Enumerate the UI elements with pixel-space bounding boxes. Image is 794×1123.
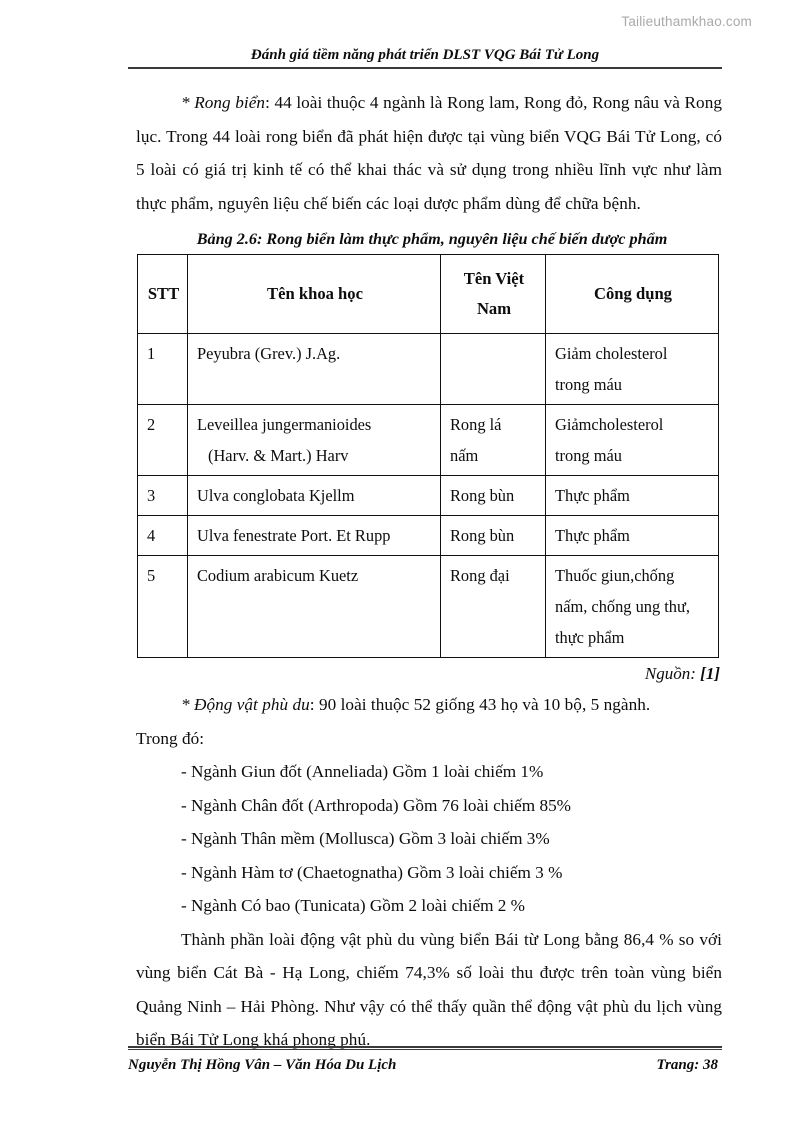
cell-scientific-name xyxy=(188,405,441,476)
cell-scientific-name xyxy=(188,334,441,405)
vn-line1: Rong lá xyxy=(450,415,502,434)
table-row xyxy=(138,405,719,476)
cell-use xyxy=(546,334,719,405)
table-row xyxy=(138,476,719,516)
paragraph-conclusion: Thành phần loài động vật phù du vùng biển Bái từ Long bằng 86,4 % so với vùng biển Cát Bà - Hạ Long, chiếm 74,3% số loài thu được trên toàn vùng biển Quảng Ninh – Hải Phòng. Như vậy có thể thấy quần thể động vật phù du lịch vùng biển Bái Tử Long khá phong phú. xyxy=(136,929,722,1049)
seaweed-label: * Rong biển xyxy=(181,93,266,112)
seaweed-table xyxy=(137,254,719,658)
use-line2: nấm, chống ung thư, xyxy=(555,597,690,616)
table-caption: Bảng 2.6: Rong biển làm thực phẩm, nguyên liệu chế biến dược phẩm xyxy=(196,230,668,248)
running-footer xyxy=(128,1046,722,1076)
column-header-stt: STT xyxy=(138,255,188,334)
list-item: - Ngành Thân mềm (Mollusca) Gồm 3 loài chiếm 3% xyxy=(181,829,550,848)
cell-vietnamese-name: Rong bùn xyxy=(441,516,546,556)
table-header-row xyxy=(138,255,719,334)
source-label: Nguồn: xyxy=(644,664,696,683)
use-line2: trong máu xyxy=(555,446,622,465)
cell-vietnamese-name: Rong bùn xyxy=(441,476,546,516)
zooplankton-label: * Động vật phù du xyxy=(181,695,310,714)
phylum-list xyxy=(136,755,722,923)
cell-use: Thực phẩm xyxy=(546,516,719,556)
use-line3: thực phẩm xyxy=(555,628,625,647)
cell-vietnamese-name: Rong đại xyxy=(441,556,546,658)
sci-line2: (Harv. & Mart.) Harv xyxy=(208,446,349,465)
footer-row xyxy=(128,1055,722,1075)
cell-stt: 5 xyxy=(138,556,188,658)
vn-header-line2: Nam xyxy=(476,299,512,318)
use-line1: Giảmcholesterol xyxy=(555,415,664,434)
cell-scientific-name: Ulva conglobata Kjellm xyxy=(188,476,441,516)
table-row xyxy=(138,556,719,658)
list-item: - Ngành Có bao (Tunicata) Gồm 2 loài chiếm 2 % xyxy=(181,896,526,915)
cell-scientific-name: Codium arabicum Kuetz xyxy=(188,556,441,658)
header-title: Đánh giá tiềm năng phát triển DLST VQG Bái Tử Long xyxy=(250,47,600,63)
header-divider xyxy=(128,67,722,69)
source-reference: [1] xyxy=(700,664,720,683)
paragraph-seaweed xyxy=(136,86,722,220)
list-item: - Ngành Giun đốt (Anneliada) Gồm 1 loài chiếm 1% xyxy=(181,762,544,781)
table-row xyxy=(138,516,719,556)
paragraph-in-which: Trong đó: xyxy=(136,728,205,748)
footer-divider-bottom xyxy=(128,1049,722,1050)
footer-author: Nguyễn Thị Hồng Vân – Văn Hóa Du Lịch xyxy=(128,1057,397,1073)
seaweed-text: : 44 loài thuộc 4 ngành là Rong lam, Rong đỏ, Rong nâu và Rong lục. Trong 44 loài rong biển đã phát hiện được tại vùng biển VQG Bái Tử Long, có 5 loài có giá trị kinh tế có thể khai thác và sử dụng trong nhiều lĩnh vực như làm thực phẩm, nguyên liệu chế biến các loại dược phẩm dùng để chữa bệnh. xyxy=(136,93,722,213)
site-watermark: Tailieuthamkhao.com xyxy=(621,14,752,29)
table-source-note xyxy=(136,660,722,688)
vn-line2: nấm xyxy=(450,446,479,465)
use-line1: Giảm cholesterol xyxy=(555,344,668,363)
footer-divider-top xyxy=(128,1046,722,1048)
column-header-use: Công dụng xyxy=(546,255,719,334)
cell-stt: 2 xyxy=(138,405,188,476)
cell-stt: 4 xyxy=(138,516,188,556)
footer-page-number: Trang: 38 xyxy=(656,1057,718,1073)
zooplankton-text: : 90 loài thuộc 52 giống 43 họ và 10 bộ, 5 ngành. xyxy=(309,695,651,714)
column-header-scientific-name: Tên khoa học xyxy=(188,255,441,334)
sci-line1: Peyubra (Grev.) J.Ag. xyxy=(197,344,341,363)
use-line2: trong máu xyxy=(555,375,622,394)
cell-stt: 1 xyxy=(138,334,188,405)
running-header xyxy=(128,46,722,69)
paragraph-zooplankton xyxy=(136,688,722,722)
cell-vietnamese-name xyxy=(441,405,546,476)
cell-stt: 3 xyxy=(138,476,188,516)
cell-use xyxy=(546,556,719,658)
vn-header-line1: Tên Việt xyxy=(463,269,525,288)
list-item: - Ngành Chân đốt (Arthropoda) Gồm 76 loài chiếm 85% xyxy=(181,795,571,815)
table-row xyxy=(138,334,719,405)
cell-scientific-name: Ulva fenestrate Port. Et Rupp xyxy=(188,516,441,556)
list-item: - Ngành Hàm tơ (Chaetognatha) Gồm 3 loài chiếm 3 % xyxy=(181,862,563,882)
cell-use xyxy=(546,405,719,476)
document-content xyxy=(136,86,722,1057)
sci-line1: Leveillea jungermanioides xyxy=(197,415,372,434)
use-line1: Thuốc giun,chống xyxy=(555,566,675,585)
cell-use: Thực phẩm xyxy=(546,476,719,516)
column-header-vietnamese-name xyxy=(441,255,546,334)
cell-vietnamese-name xyxy=(441,334,546,405)
